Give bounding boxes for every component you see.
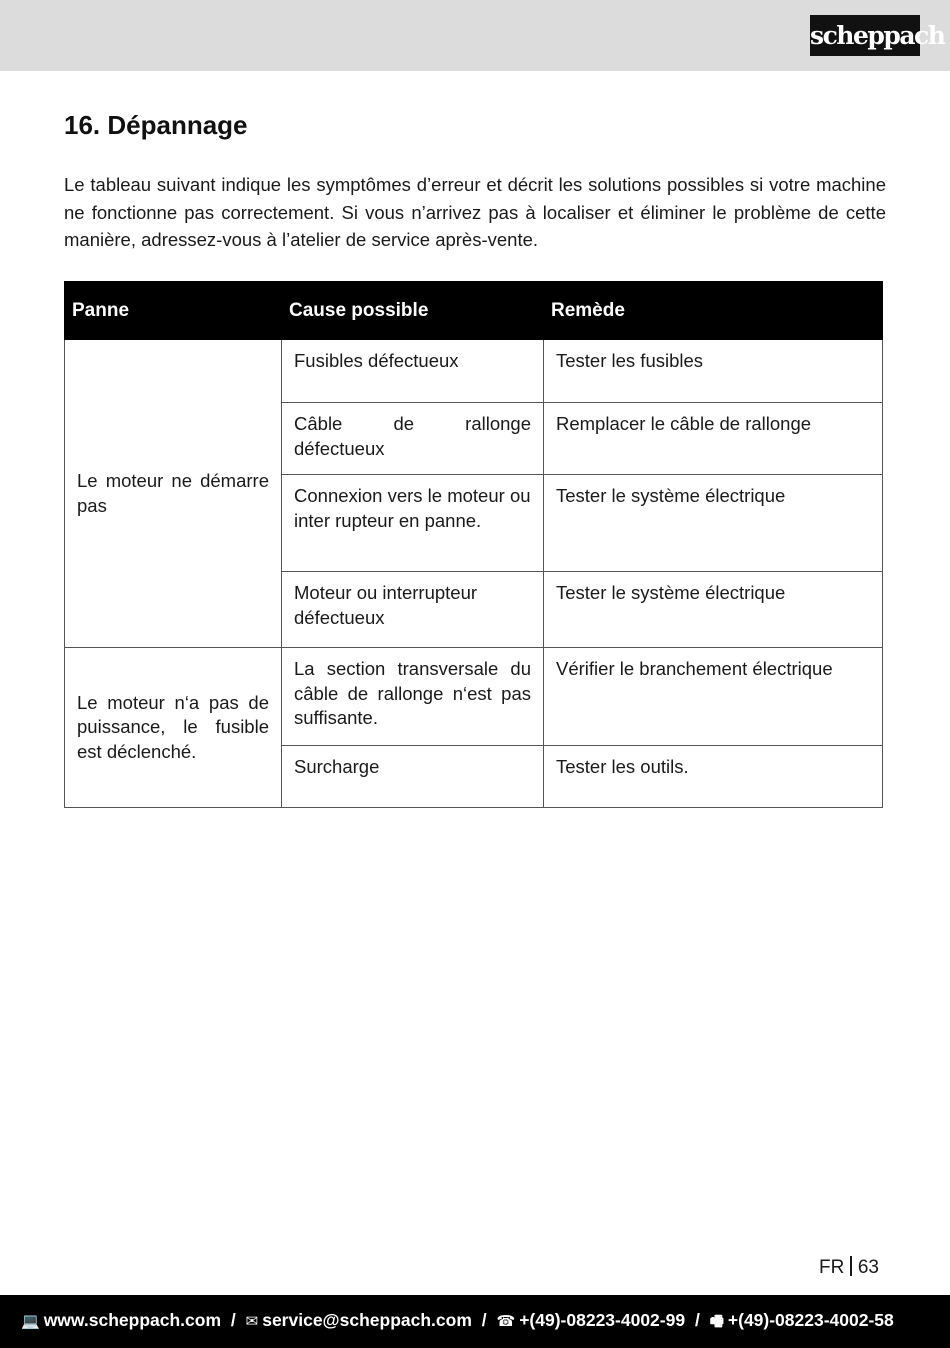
envelope-icon: ✉ — [245, 1312, 259, 1330]
cause-cell: Surcharge — [282, 746, 544, 808]
footer-separator: / — [481, 1310, 487, 1330]
cause-cell: Fusibles défectueux — [282, 340, 544, 403]
intro-paragraph: Le tableau suivant indique les symptômes d’erreur et décrit les solutions possibles si votre machine ne fonctionne pas correctement. Si vous n’arrivez pas à localiser et éliminer le problème de cette manière, adressez-vous à l’atelier de service après-vente. — [64, 174, 886, 250]
remede-cell: Vérifier le branchement électrique — [544, 648, 883, 746]
page-number — [819, 1256, 879, 1279]
remede-cell: Remplacer le câble de rallonge — [544, 403, 883, 475]
footer-separator: / — [694, 1310, 700, 1330]
cause-cell: Moteur ou interrupteur défectueux — [282, 572, 544, 648]
header-bar — [0, 0, 950, 71]
table-header-row — [65, 282, 883, 340]
header-remede: Remède — [544, 282, 883, 340]
footer-contacts — [21, 1310, 894, 1336]
header-panne: Panne — [65, 282, 282, 340]
brand-logo-text: scheppach — [810, 21, 945, 50]
footer-separator: / — [230, 1310, 236, 1330]
remede-cell: Tester les fusibles — [544, 340, 883, 403]
telephone-icon: ☎ — [496, 1312, 516, 1330]
panne-cell: Le moteur ne démarre pas — [65, 340, 282, 648]
page-number-divider — [850, 1256, 852, 1276]
fax-icon: 🖷 — [709, 1312, 724, 1330]
footer-phone[interactable]: +(49)-08223-4002-99 — [519, 1310, 686, 1330]
troubleshooting-table — [64, 281, 883, 808]
cause-cell: La section transversale du câble de rallonge n‘est pas suffisante. — [282, 648, 544, 746]
page-number-value: 63 — [857, 1257, 879, 1278]
cause-cell: Connexion vers le moteur ou inter rupteur en panne. — [282, 475, 544, 572]
computer-icon: 💻 — [21, 1312, 40, 1330]
remede-cell: Tester le système électrique — [544, 572, 883, 648]
header-cause: Cause possible — [282, 282, 544, 340]
panne-cell: Le moteur n‘a pas de puissance, le fusible est déclenché. — [65, 648, 282, 808]
table-row — [65, 340, 883, 403]
footer-fax: +(49)-08223-4002-58 — [727, 1310, 894, 1330]
cause-cell: Câble de rallonge défectueux — [282, 403, 544, 475]
footer-email[interactable]: service@scheppach.com — [262, 1310, 472, 1330]
remede-cell: Tester le système électrique — [544, 475, 883, 572]
section-title: 16. Dépannage — [64, 110, 248, 140]
table-row — [65, 648, 883, 746]
remede-cell: Tester les outils. — [544, 746, 883, 808]
page-language: FR — [819, 1257, 845, 1278]
brand-logo — [810, 15, 945, 56]
footer-bar — [0, 1295, 950, 1348]
footer-website[interactable]: www.scheppach.com — [43, 1310, 222, 1330]
